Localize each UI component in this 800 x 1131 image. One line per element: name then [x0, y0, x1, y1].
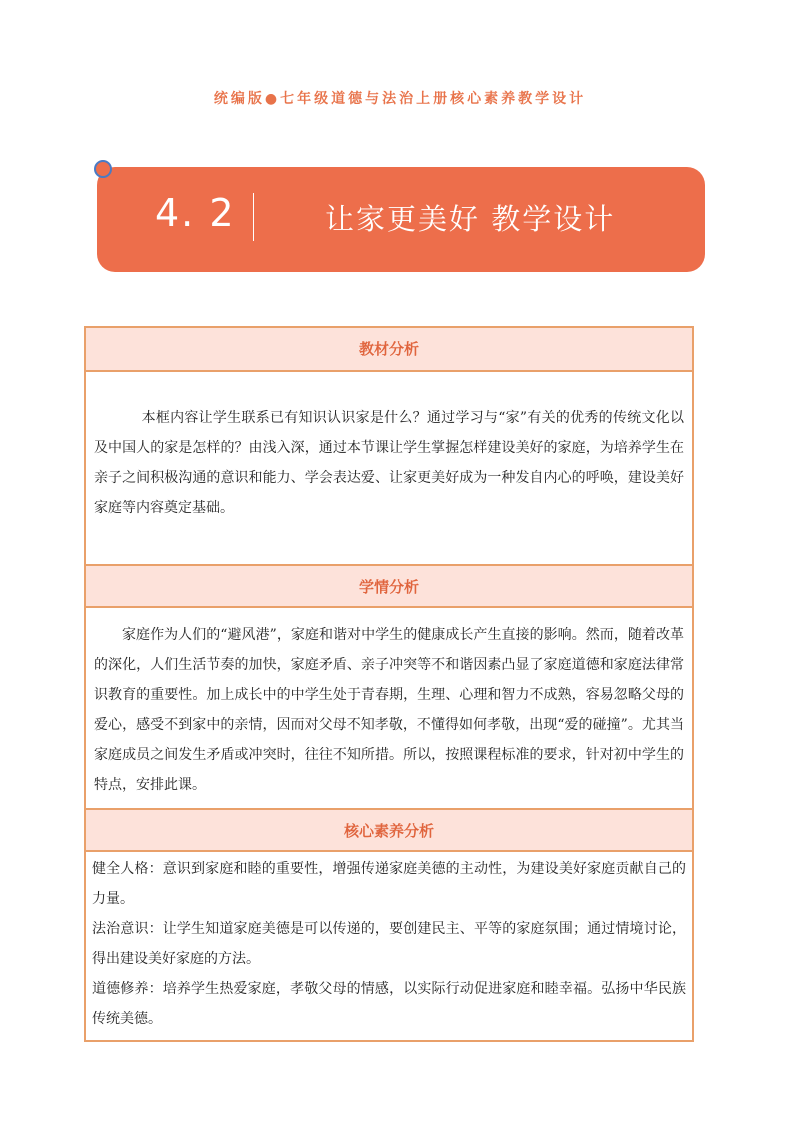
decorative-dot-icon — [94, 160, 112, 178]
lesson-title: 让家更美好 教学设计 — [325, 202, 616, 236]
student-analysis-paragraph: 家庭作为人们的“避风港”，家庭和谐对中学生的健康成长产生直接的影响。然而，随着改革的深化，人们生活节奏的加快，家庭矛盾、亲子冲突等不和谐因素凸显了家庭道德和家庭法律常识教育的重要性。加上成长中的中学生处于青春期，生理、心理和智力不成熟，容易忽略父母的爱心，感受不到家中的亲情，因而对父母不知孝敬，不懂得如何孝敬，出现“爱的碰撞”。尤其当家庭成员之间发生矛盾或冲突时，往往不知所措。所以，按照课程标准的要求，针对初中学生的特点，安排此课。 — [94, 627, 684, 793]
section-body-textbook-analysis — [94, 403, 684, 523]
section-body-core-literacy — [92, 854, 686, 1034]
document-header: 统编版●七年级道德与法治上册核心素养教学设计 — [213, 91, 587, 107]
textbook-analysis-paragraph: 本框内容让学生联系已有知识认识家是什么？通过学习与“家”有关的优秀的传统文化以及中国人的家是怎样的？由浅入深，通过本节课让学生掌握怎样建设美好的家庭，为培养学生在亲子之间积极沟通的意识和能力、学会表达爱、让家更美好成为一种发自内心的呼唤，建设美好家庭等内容奠定基础。 — [94, 410, 684, 516]
core-literacy-item-morality: 道德修养：培养学生热爱家庭，孝敬父母的情感，以实际行动促进家庭和睦幸福。弘扬中华民族传统美德。 — [92, 981, 686, 1027]
title-banner — [97, 167, 705, 272]
section-heading-core-literacy: 核心素养分析 — [86, 808, 692, 852]
analysis-table — [84, 326, 694, 1042]
section-heading-textbook-analysis: 教材分析 — [86, 328, 692, 372]
lesson-number: 4. 2 — [155, 191, 236, 235]
core-literacy-item-personality: 健全人格：意识到家庭和睦的重要性，增强传递家庭美德的主动性，为建设美好家庭贡献自己的力量。 — [92, 861, 686, 907]
section-body-student-analysis — [94, 620, 684, 800]
banner-divider — [253, 193, 254, 241]
core-literacy-item-law: 法治意识：让学生知道家庭美德是可以传递的，要创建民主、平等的家庭氛围；通过情境讨论，得出建设美好家庭的方法。 — [92, 921, 686, 967]
section-heading-student-analysis: 学情分析 — [86, 564, 692, 608]
